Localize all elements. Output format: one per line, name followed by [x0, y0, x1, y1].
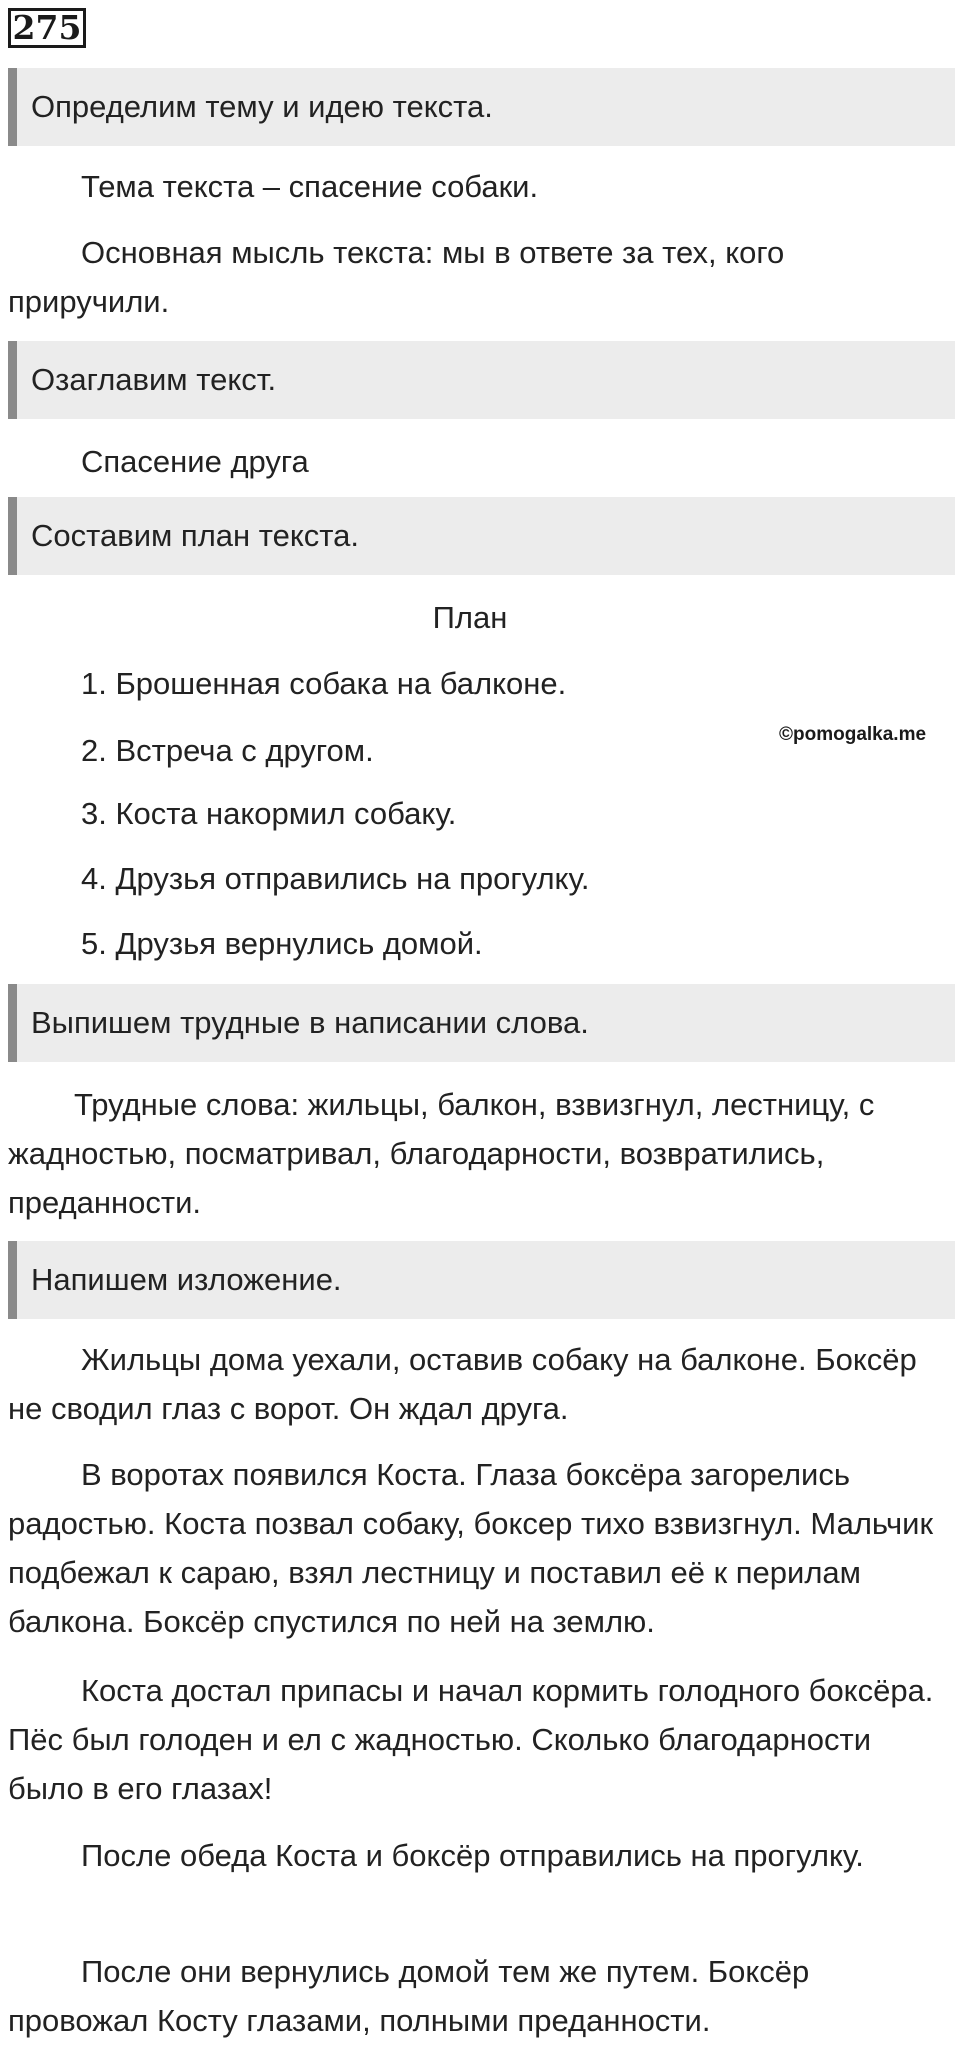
- essay-paragraph: После обеда Коста и боксёр отправились на прогулку.: [81, 1838, 864, 1873]
- section-heading-theme: Определим тему и идею текста.: [8, 68, 955, 146]
- essay-paragraph: В воротах появился Коста. Глаза боксёра загорелись радостью. Коста позвал собаку, боксер тихо взвизгнул. Мальчик подбежал к сараю, взял лестницу и поставил её к перилам балкона. Боксёр спустился по ней на землю.: [8, 1457, 934, 1639]
- plan-item: 4. Друзья отправились на прогулку.: [81, 861, 590, 896]
- plan-item: 5. Друзья вернулись домой.: [81, 926, 483, 961]
- plan-item: 1. Брошенная собака на балконе.: [81, 666, 567, 701]
- section-heading-essay: Напишем изложение.: [8, 1241, 955, 1319]
- theme-main-idea: Основная мысль текста: мы в ответе за тех, кого приручили.: [8, 235, 785, 319]
- section-heading-title: Озаглавим текст.: [8, 341, 955, 419]
- difficult-words: Трудные слова: жильцы, балкон, взвизгнул, лестницу, с жадностью, посматривал, благодарности, возвратились, преданности.: [8, 1087, 875, 1220]
- title-answer: Спасение друга: [81, 444, 309, 479]
- section-heading-difficult-words: Выпишем трудные в написании слова.: [8, 984, 955, 1062]
- essay-paragraph: После они вернулись домой тем же путем. Боксёр провожал Косту глазами, полными преданности.: [8, 1954, 810, 2038]
- task-number: 275: [8, 8, 86, 48]
- essay-paragraph: Коста достал припасы и начал кормить голодного боксёра. Пёс был голоден и ел с жадностью. Сколько благодарности было в его глазах!: [8, 1673, 934, 1806]
- watermark: ©pomogalka.me: [779, 724, 927, 745]
- plan-item: 3. Коста накормил собаку.: [81, 796, 457, 831]
- theme-topic: Тема текста – спасение собаки.: [81, 169, 539, 204]
- plan-item: 2. Встреча с другом.: [81, 733, 374, 768]
- section-heading-plan: Составим план текста.: [8, 497, 955, 575]
- essay-paragraph: Жильцы дома уехали, оставив собаку на балконе. Боксёр не сводил глаз с ворот. Он ждал друга.: [8, 1342, 917, 1426]
- plan-title: План: [432, 600, 508, 635]
